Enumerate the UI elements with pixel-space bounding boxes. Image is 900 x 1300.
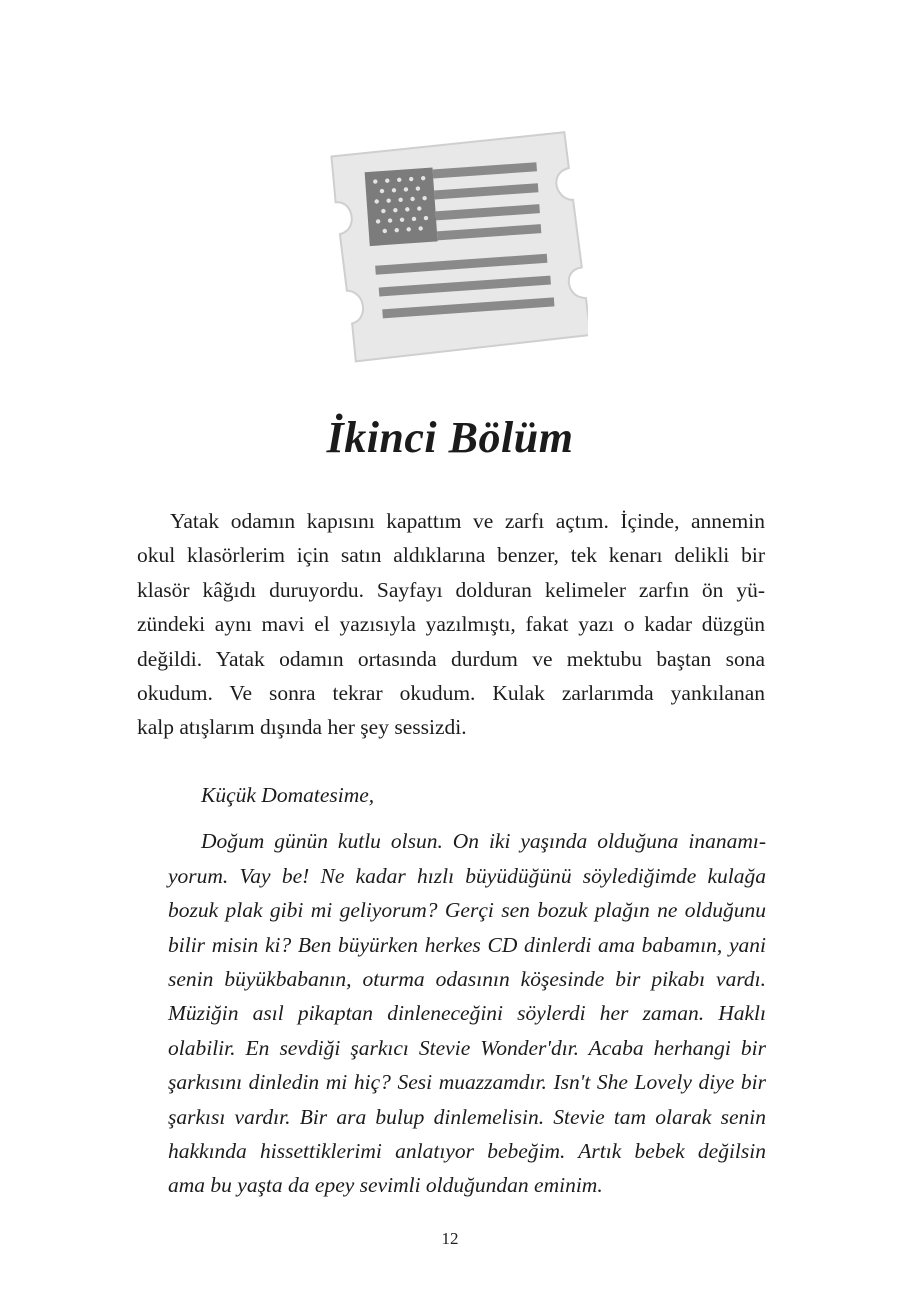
- page-number: 12: [441, 1229, 459, 1248]
- letter-line: hakkında hissettiklerimi anlatıyor bebeğim. Artık bebek değilsin: [168, 1139, 766, 1164]
- paragraph-line: okul klasörlerim için satın aldıklarına benzer, tek kenarı delikli bir: [137, 543, 765, 568]
- letter-block: [168, 778, 766, 1203]
- letter-line: Doğum günün kutlu olsun. On iki yaşında olduğuna inanamı-: [201, 829, 766, 854]
- paragraph-line: klasör kâğıdı duruyordu. Sayfayı dolduran kelimeler zarfın ön yü-: [137, 577, 765, 602]
- letter-line: şarkısı vardır. Bir ara bulup dinlemelisin. Stevie tam olarak senin: [168, 1104, 766, 1129]
- chapter-title: İkinci Bölüm: [326, 413, 574, 462]
- paragraph-line: kalp atışlarım dışında her şey sessizdi.: [137, 715, 467, 740]
- paragraph-line: değildi. Yatak odamın ortasında durdum ve mektubu baştan sona: [137, 646, 765, 671]
- paragraph-line: okudum. Ve sonra tekrar okudum. Kulak zarlarımda yankılanan: [137, 681, 765, 706]
- narrative-paragraph: [137, 504, 765, 745]
- american-flag-stamp-icon: [326, 126, 588, 366]
- letter-line: ama bu yaşta da epey sevimli olduğundan eminim.: [168, 1173, 603, 1198]
- letter-line: Müziğin asıl pikaptan dinleneceğini söylerdi her zaman. Haklı: [168, 1001, 766, 1026]
- letter-line: senin büyükbabanın, oturma odasının köşesinde bir pikabı vardı.: [168, 967, 766, 992]
- letter-line: yorum. Vay be! Ne kadar hızlı büyüdüğünü söylediğimde kulağa: [168, 863, 766, 888]
- paragraph-line: Yatak odamın kapısını kapattım ve zarfı açtım. İçinde, annemin: [170, 509, 765, 533]
- letter-salutation: Küçük Domatesime,: [201, 783, 375, 807]
- paragraph-line: zündeki aynı mavi el yazısıyla yazılmıştı, fakat yazı o kadar düzgün: [137, 612, 765, 637]
- letter-line: olabilir. En sevdiği şarkıcı Stevie Wonder'dır. Acaba herhangi bir: [168, 1035, 766, 1060]
- letter-line: bozuk plak gibi mi geliyorum? Gerçi sen bozuk plağın ne olduğunu: [168, 898, 766, 923]
- letter-line: bilir misin ki? Ben büyürken herkes CD dinlerdi ama babamın, yani: [168, 932, 766, 957]
- letter-line: şarkısını dinledin mi hiç? Sesi muazzamdır. Isn't She Lovely diye bir: [168, 1070, 766, 1095]
